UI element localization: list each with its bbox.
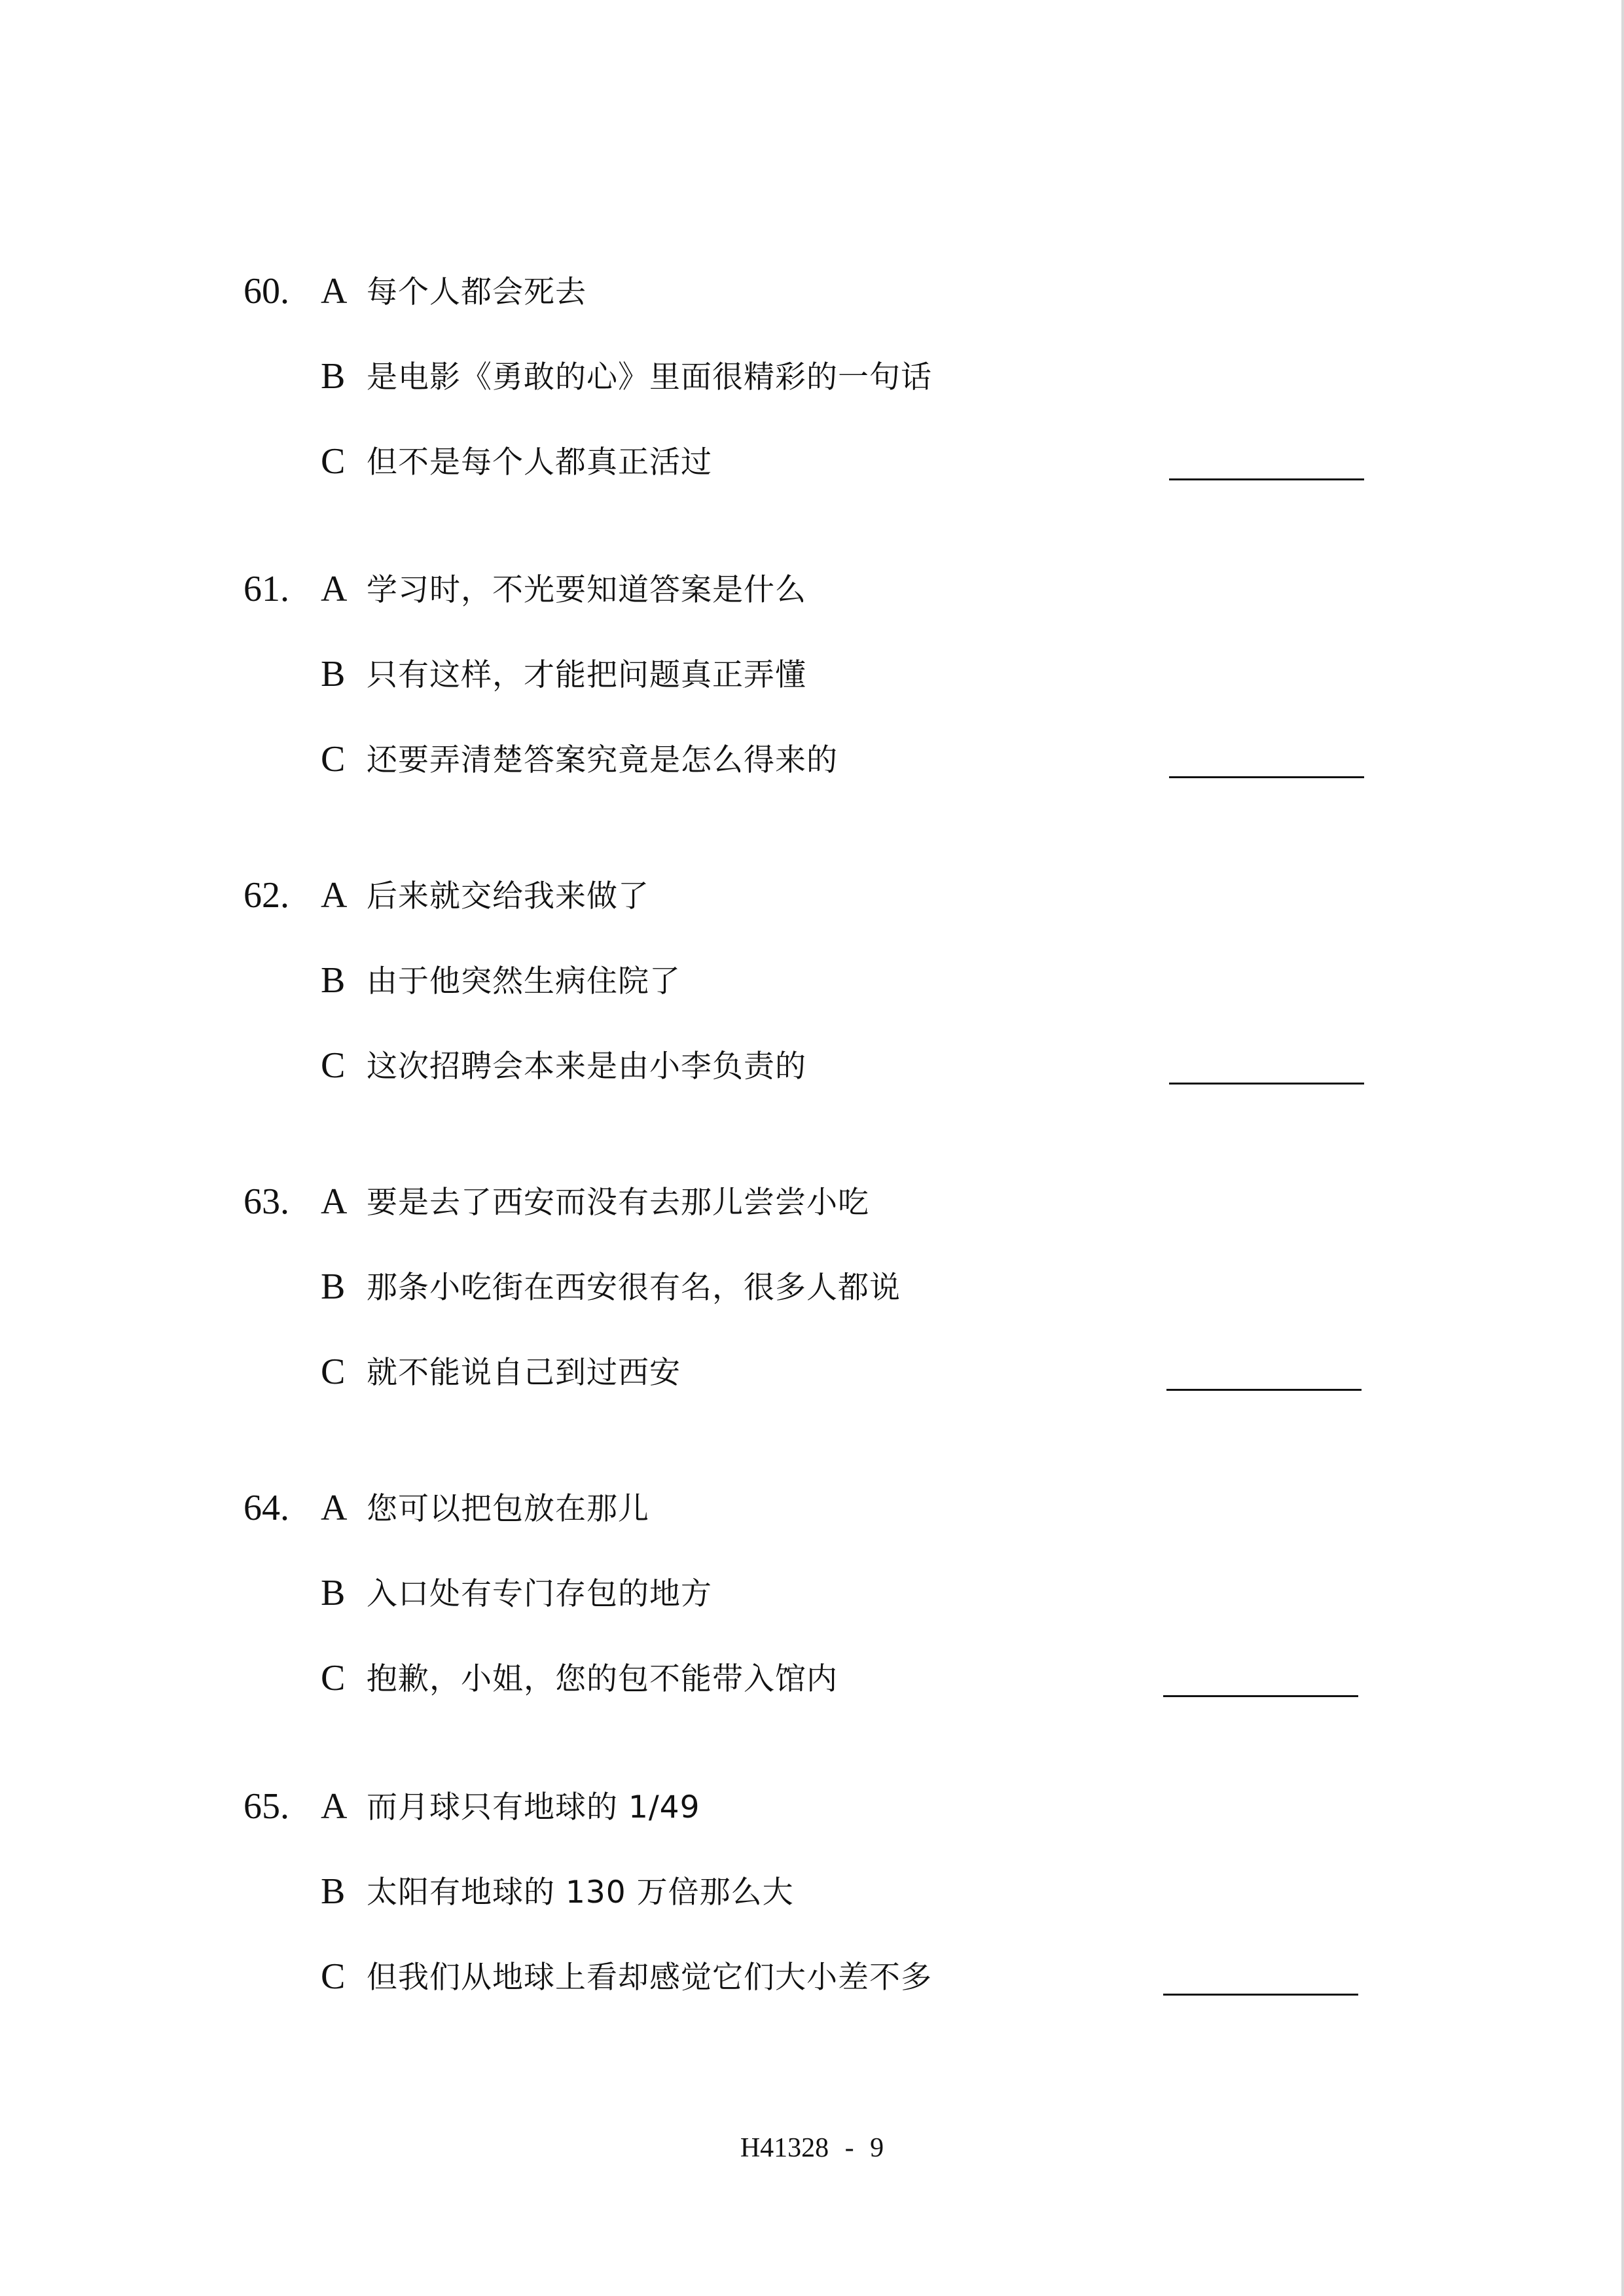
answer-blank[interactable] [1166,1389,1362,1391]
exam-code: H41328 [740,2133,829,2163]
option-letter: C [321,441,346,482]
option-letter: A [321,1488,348,1528]
option-letter: C [321,1956,346,1997]
question-61 [0,569,1624,844]
option-text: 只有这样，才能把问题真正弄懂 [367,657,806,693]
option-text: 要是去了西安而没有去那儿尝尝小吃 [367,1185,869,1221]
option-letter: B [321,356,346,397]
question-60 [0,271,1624,547]
page-footer [0,2128,1624,2168]
option-text: 还要弄清楚答案究竟是怎么得来的 [367,742,838,778]
option-text: 您可以把包放在那儿 [367,1491,649,1527]
footer-separator: - [844,2133,854,2163]
option-letter: C [321,1658,346,1698]
option-text: 但我们从地球上看却感觉它们大小差不多 [367,1960,932,1996]
option-letter: B [321,960,346,1001]
option-text: 这次招聘会本来是由小李负责的 [367,1049,806,1085]
option-text: 学习时，不光要知道答案是什么 [367,572,806,608]
option-letter: B [321,1266,346,1307]
question-number: 65. [244,1786,289,1827]
option-text: 每个人都会死去 [367,274,586,310]
option-text: 但不是每个人都真正活过 [367,444,712,480]
option-text: 就不能说自己到过西安 [367,1355,681,1391]
option-text: 由于他突然生病住院了 [367,963,681,999]
option-text: 入口处有专门存包的地方 [367,1576,712,1612]
option-letter: A [321,569,348,609]
option-letter: A [321,875,348,916]
question-number: 60. [244,271,289,312]
option-letter: C [321,739,346,780]
page-number: 9 [870,2133,884,2163]
answer-blank[interactable] [1169,478,1364,480]
answer-blank[interactable] [1169,776,1364,778]
question-number: 64. [244,1488,289,1528]
option-letter: B [321,1871,346,1912]
answer-blank[interactable] [1163,1695,1358,1697]
option-letter: B [321,654,346,694]
question-63 [0,1181,1624,1457]
question-number: 62. [244,875,289,916]
answer-blank[interactable] [1169,1083,1364,1085]
option-text: 抱歉，小姐，您的包不能带入馆内 [367,1661,838,1697]
option-letter: C [321,1352,346,1392]
answer-blank[interactable] [1163,1994,1358,1996]
option-text: 太阳有地球的 130 万倍那么大 [367,1874,794,1910]
question-65 [0,1786,1624,2062]
option-text: 后来就交给我来做了 [367,878,649,914]
option-letter: A [321,1181,348,1222]
option-letter: C [321,1045,346,1086]
option-letter: A [321,271,348,312]
option-text: 而月球只有地球的 1/49 [367,1789,700,1825]
option-text: 那条小吃街在西安很有名，很多人都说 [367,1270,901,1306]
option-letter: B [321,1573,346,1613]
question-number: 63. [244,1181,289,1222]
option-text: 是电影《勇敢的心》里面很精彩的一句话 [367,359,932,395]
question-62 [0,875,1624,1151]
question-number: 61. [244,569,289,609]
question-64 [0,1488,1624,1763]
option-letter: A [321,1786,348,1827]
